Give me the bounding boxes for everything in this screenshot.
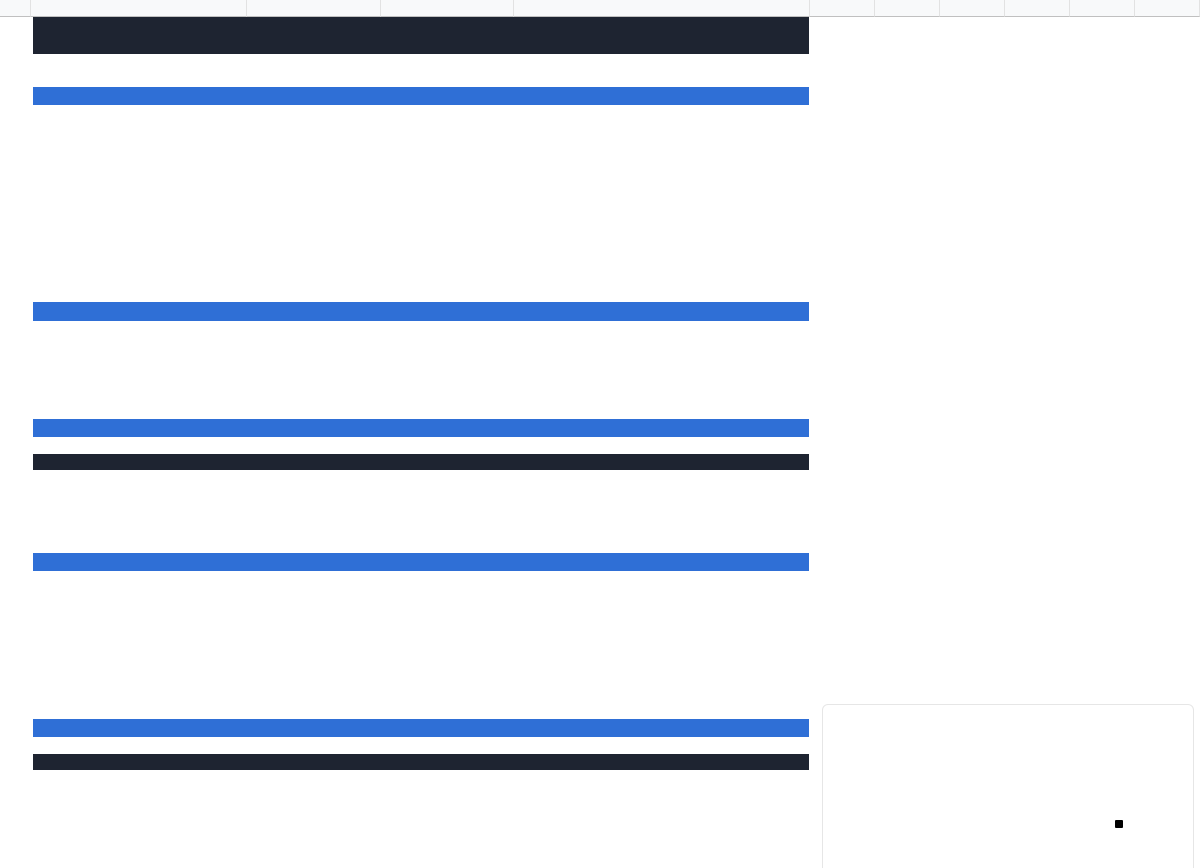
profit-chart-svg bbox=[823, 705, 1195, 868]
column-header-j[interactable] bbox=[1070, 0, 1135, 17]
column-header-h[interactable] bbox=[940, 0, 1005, 17]
column-header-b[interactable] bbox=[31, 0, 247, 17]
profit-chart[interactable] bbox=[822, 704, 1194, 868]
column-header-k[interactable] bbox=[1135, 0, 1200, 17]
column-header-e[interactable] bbox=[514, 0, 810, 17]
section-calculated-header bbox=[33, 302, 809, 321]
section-recommended-header bbox=[33, 419, 809, 437]
column-header-g[interactable] bbox=[875, 0, 940, 17]
page-title bbox=[33, 17, 809, 54]
column-header-d[interactable] bbox=[381, 0, 514, 17]
column-header-i[interactable] bbox=[1005, 0, 1070, 17]
corner-header[interactable] bbox=[0, 0, 31, 17]
section-quick-header bbox=[33, 719, 809, 737]
column-header-c[interactable] bbox=[247, 0, 381, 17]
chart-legend-swatch bbox=[1115, 820, 1123, 828]
column-header-f[interactable] bbox=[810, 0, 875, 17]
section-inputs-header bbox=[33, 87, 809, 105]
recommended-header-row bbox=[33, 454, 809, 470]
section-means-header bbox=[33, 553, 809, 571]
quick-header-row bbox=[33, 754, 809, 770]
